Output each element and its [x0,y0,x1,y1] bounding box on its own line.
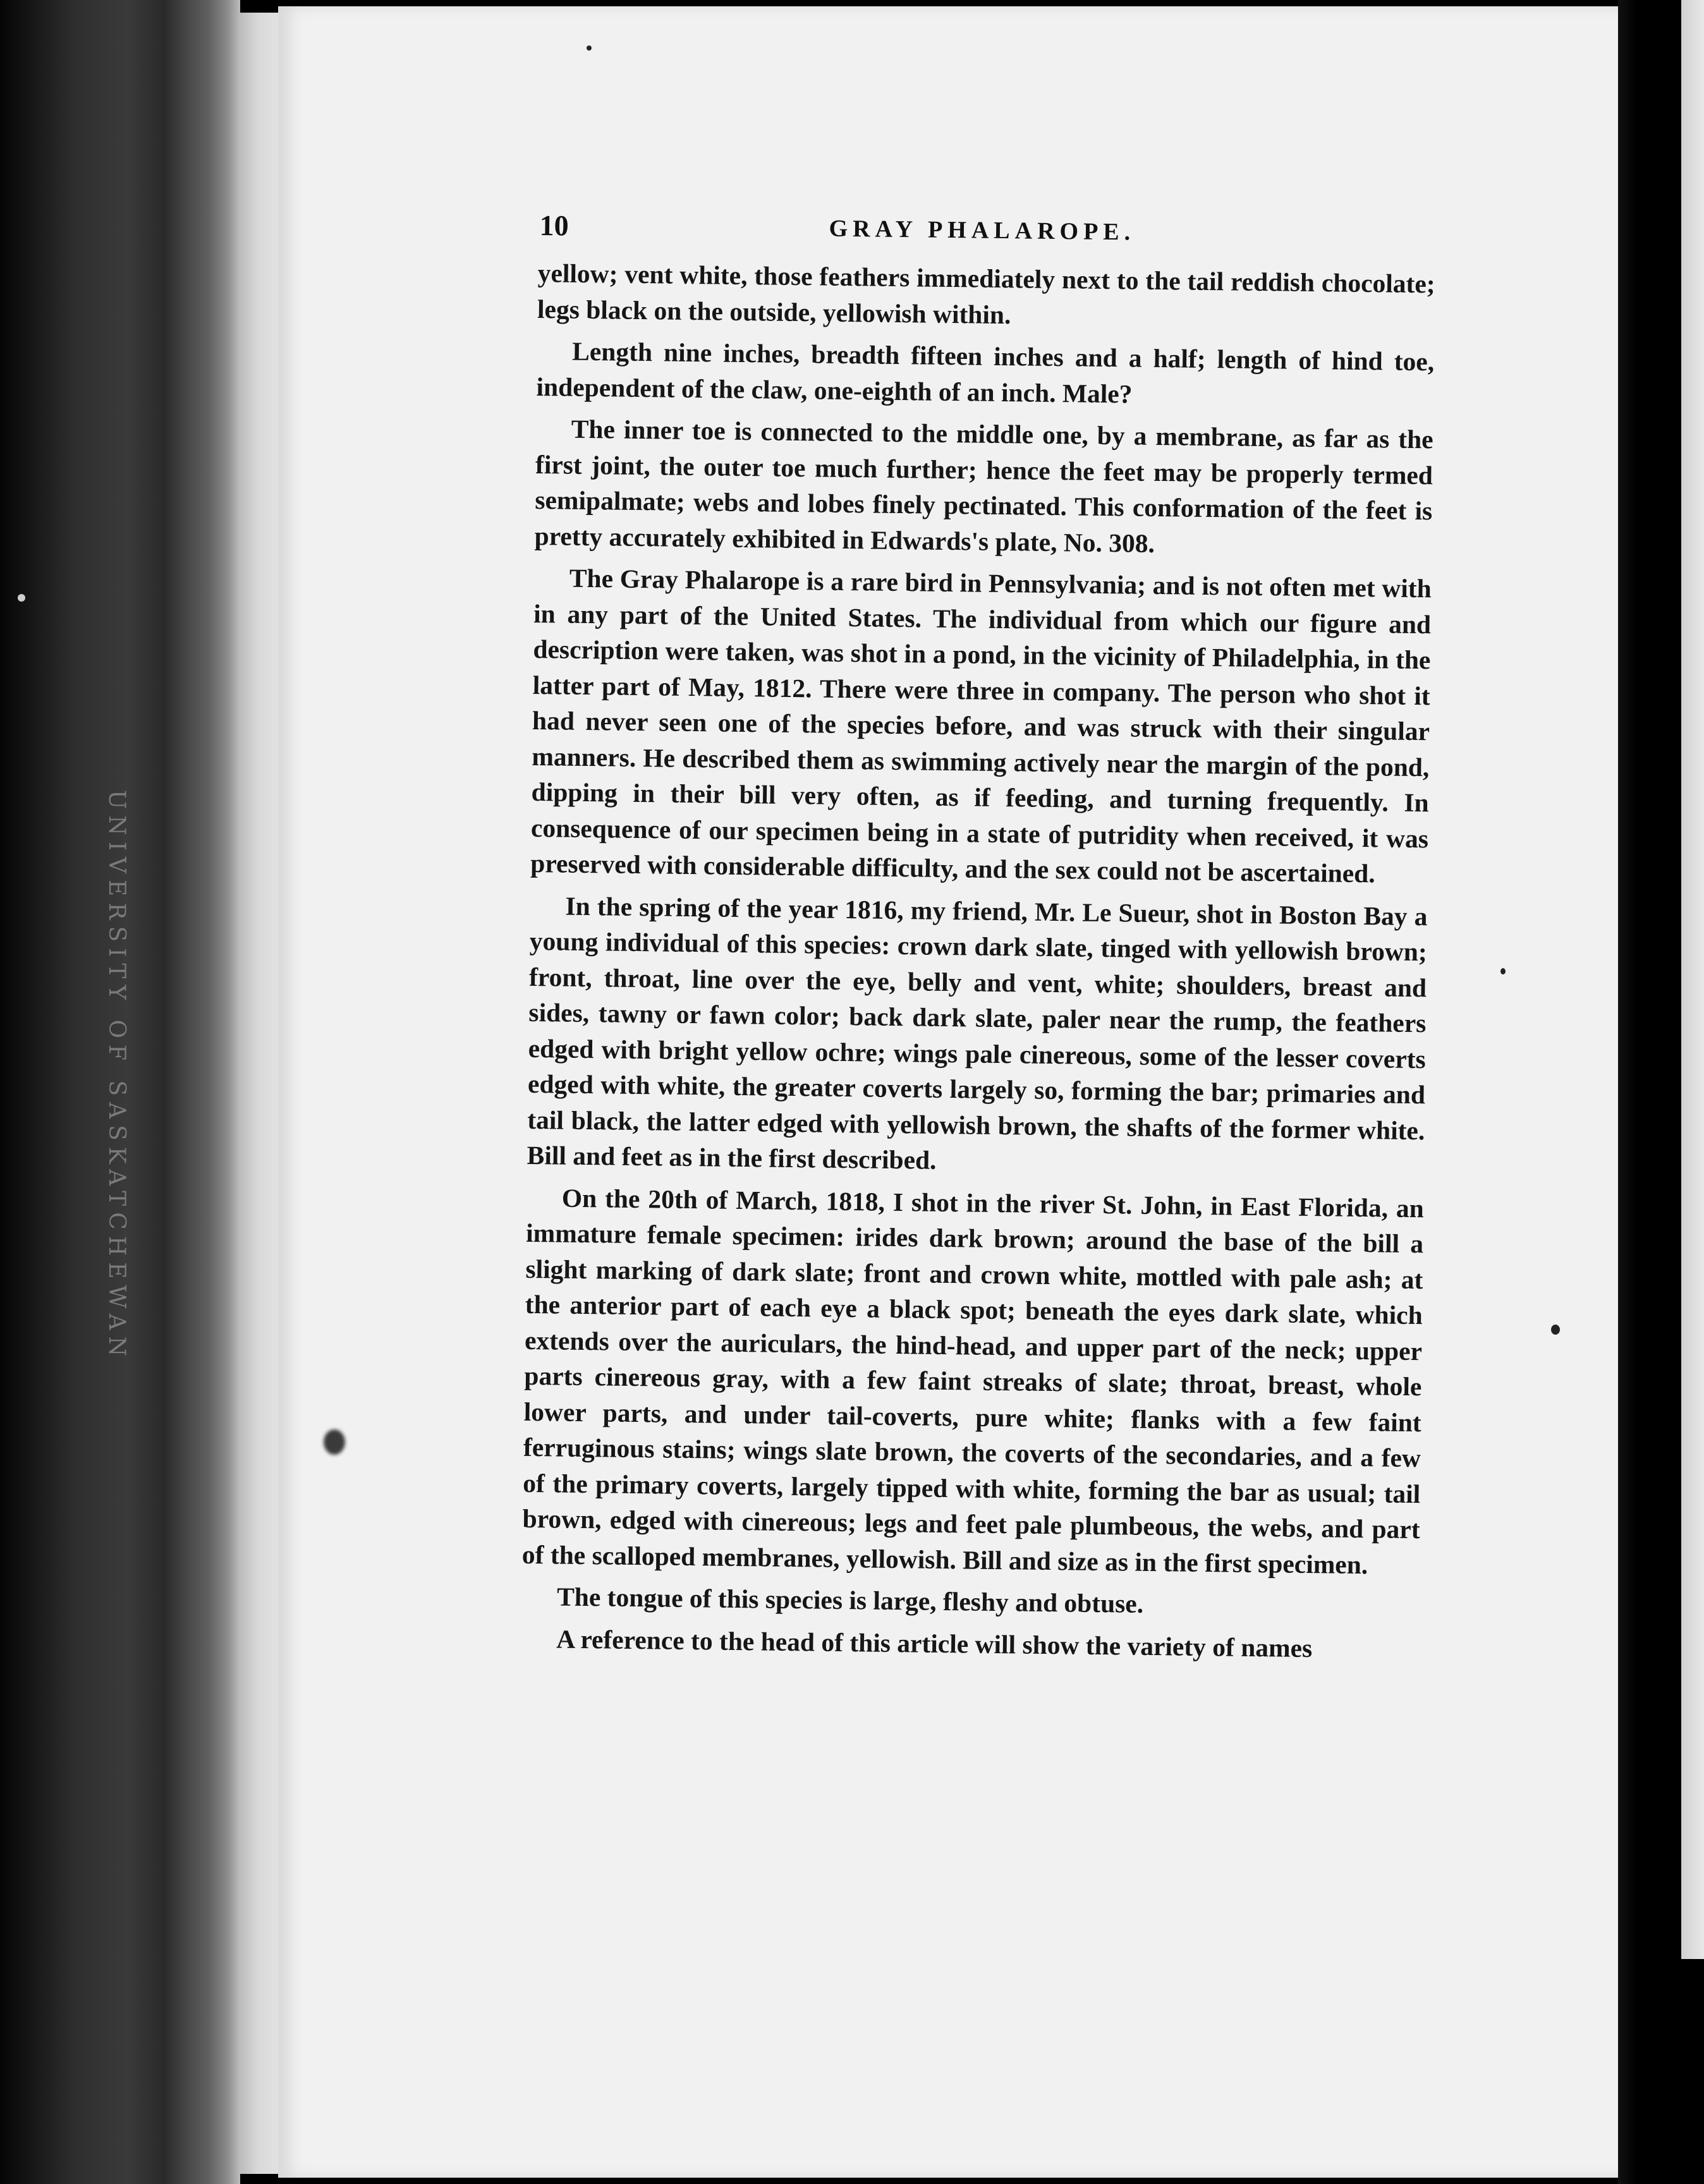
facing-page-edge [1618,0,1704,2184]
paragraph: In the spring of the year 1816, my friend, Mr. Le Sueur, shot in Boston Bay a young individual of this species: crown dark slate, tinged with yellowish brown; front, throat, line over the eye, belly and vent, white; shoulders, breast and sides, tawny or fawn color; back dark slate, paler near the rump, the feathers edged with bright yellow ochre; wings pale cinereous, some of the lesser coverts edged with white, the greater coverts largely so, forming the bar; primaries and tail black, the latter edged with yellowish brown, the shafts of the former white. Bill and feet as in the first described. [526,891,1428,1175]
page-content [521,209,1436,1673]
scan-border [1669,1959,1704,2184]
ink-speck [1500,968,1506,974]
ink-speck [1551,1325,1560,1335]
paragraph: The inner toe is connected to the middle one, by a membrane, as far as the first joint, the outer toe much further; hence the feet may be properly termed semipalmate; webs and lobes finely pectinated. This conformation of the feet is pretty accurately exhibited in Edwards's plate, No. 308. [534,414,1433,558]
running-title: GRAY PHALAROPE. [829,215,1136,246]
library-stamp: UNIVERSITY OF SASKATCHEWAN [104,790,130,1363]
paragraph: The tongue of this species is large, fleshy and obtuse. [556,1582,1144,1618]
paragraph: On the 20th of March, 1818, I shot in the river St. John, in East Florida, an immature female specimen: irides dark brown; around the base of the bill a slight marking of dark slate; front and crown white, mottled with pale ash; at the anterior part of each eye a black spot; beneath the eyes dark slate, which extends over the auriculars, the hind-head, and upper part of the neck; upper parts cinereous gray, with a few faint streaks of slate; throat, breast, whole lower parts, and under tail-coverts, pure white; flanks with a few faint ferruginous stains; wings slate brown, the coverts of the secondaries, and a few of the primary coverts, largely tipped with white, forming the bar as usual; tail brown, edged with cinereous; legs and feet pale plumbeous, the webs, and part of the scalloped membranes, yellowish. Bill and size as in the first specimen. [521,1183,1425,1579]
page-number: 10 [539,209,569,242]
ink-speck [587,46,592,51]
paragraph: A reference to the head of this article will show the variety of names [556,1624,1313,1663]
paragraph: The Gray Phalarope is a rare bird in Pennsylvania; and is not often met with in any part of the United States. The individual from which our figure and description were taken, was shot in a pond, in the vicinity of Philadelphia, in the latter part of May, 1812. There were three in company. The person who shot it had never seen one of the species before, and was struck with their singular manners. He described them as swimming actively near the margin of the pond, dipping in their bill very often, as if feeding, and turning frequently. In consequence of our specimen being in a state of putridity when received, it was preserved with considerable difficulty, and the sex could not be ascertained. [530,563,1432,889]
paragraph: Length nine inches, breadth fifteen inches and a half; length of hind toe, independent of the claw, one-eighth of an inch. Male? [536,336,1435,408]
ink-blot [324,1429,345,1455]
paragraph: yellow; vent white, those feathers immediately next to the tail reddish chocolate; legs black on the outside, yellowish within. [537,258,1435,329]
book-spine [0,0,240,2184]
ink-speck [18,594,25,602]
